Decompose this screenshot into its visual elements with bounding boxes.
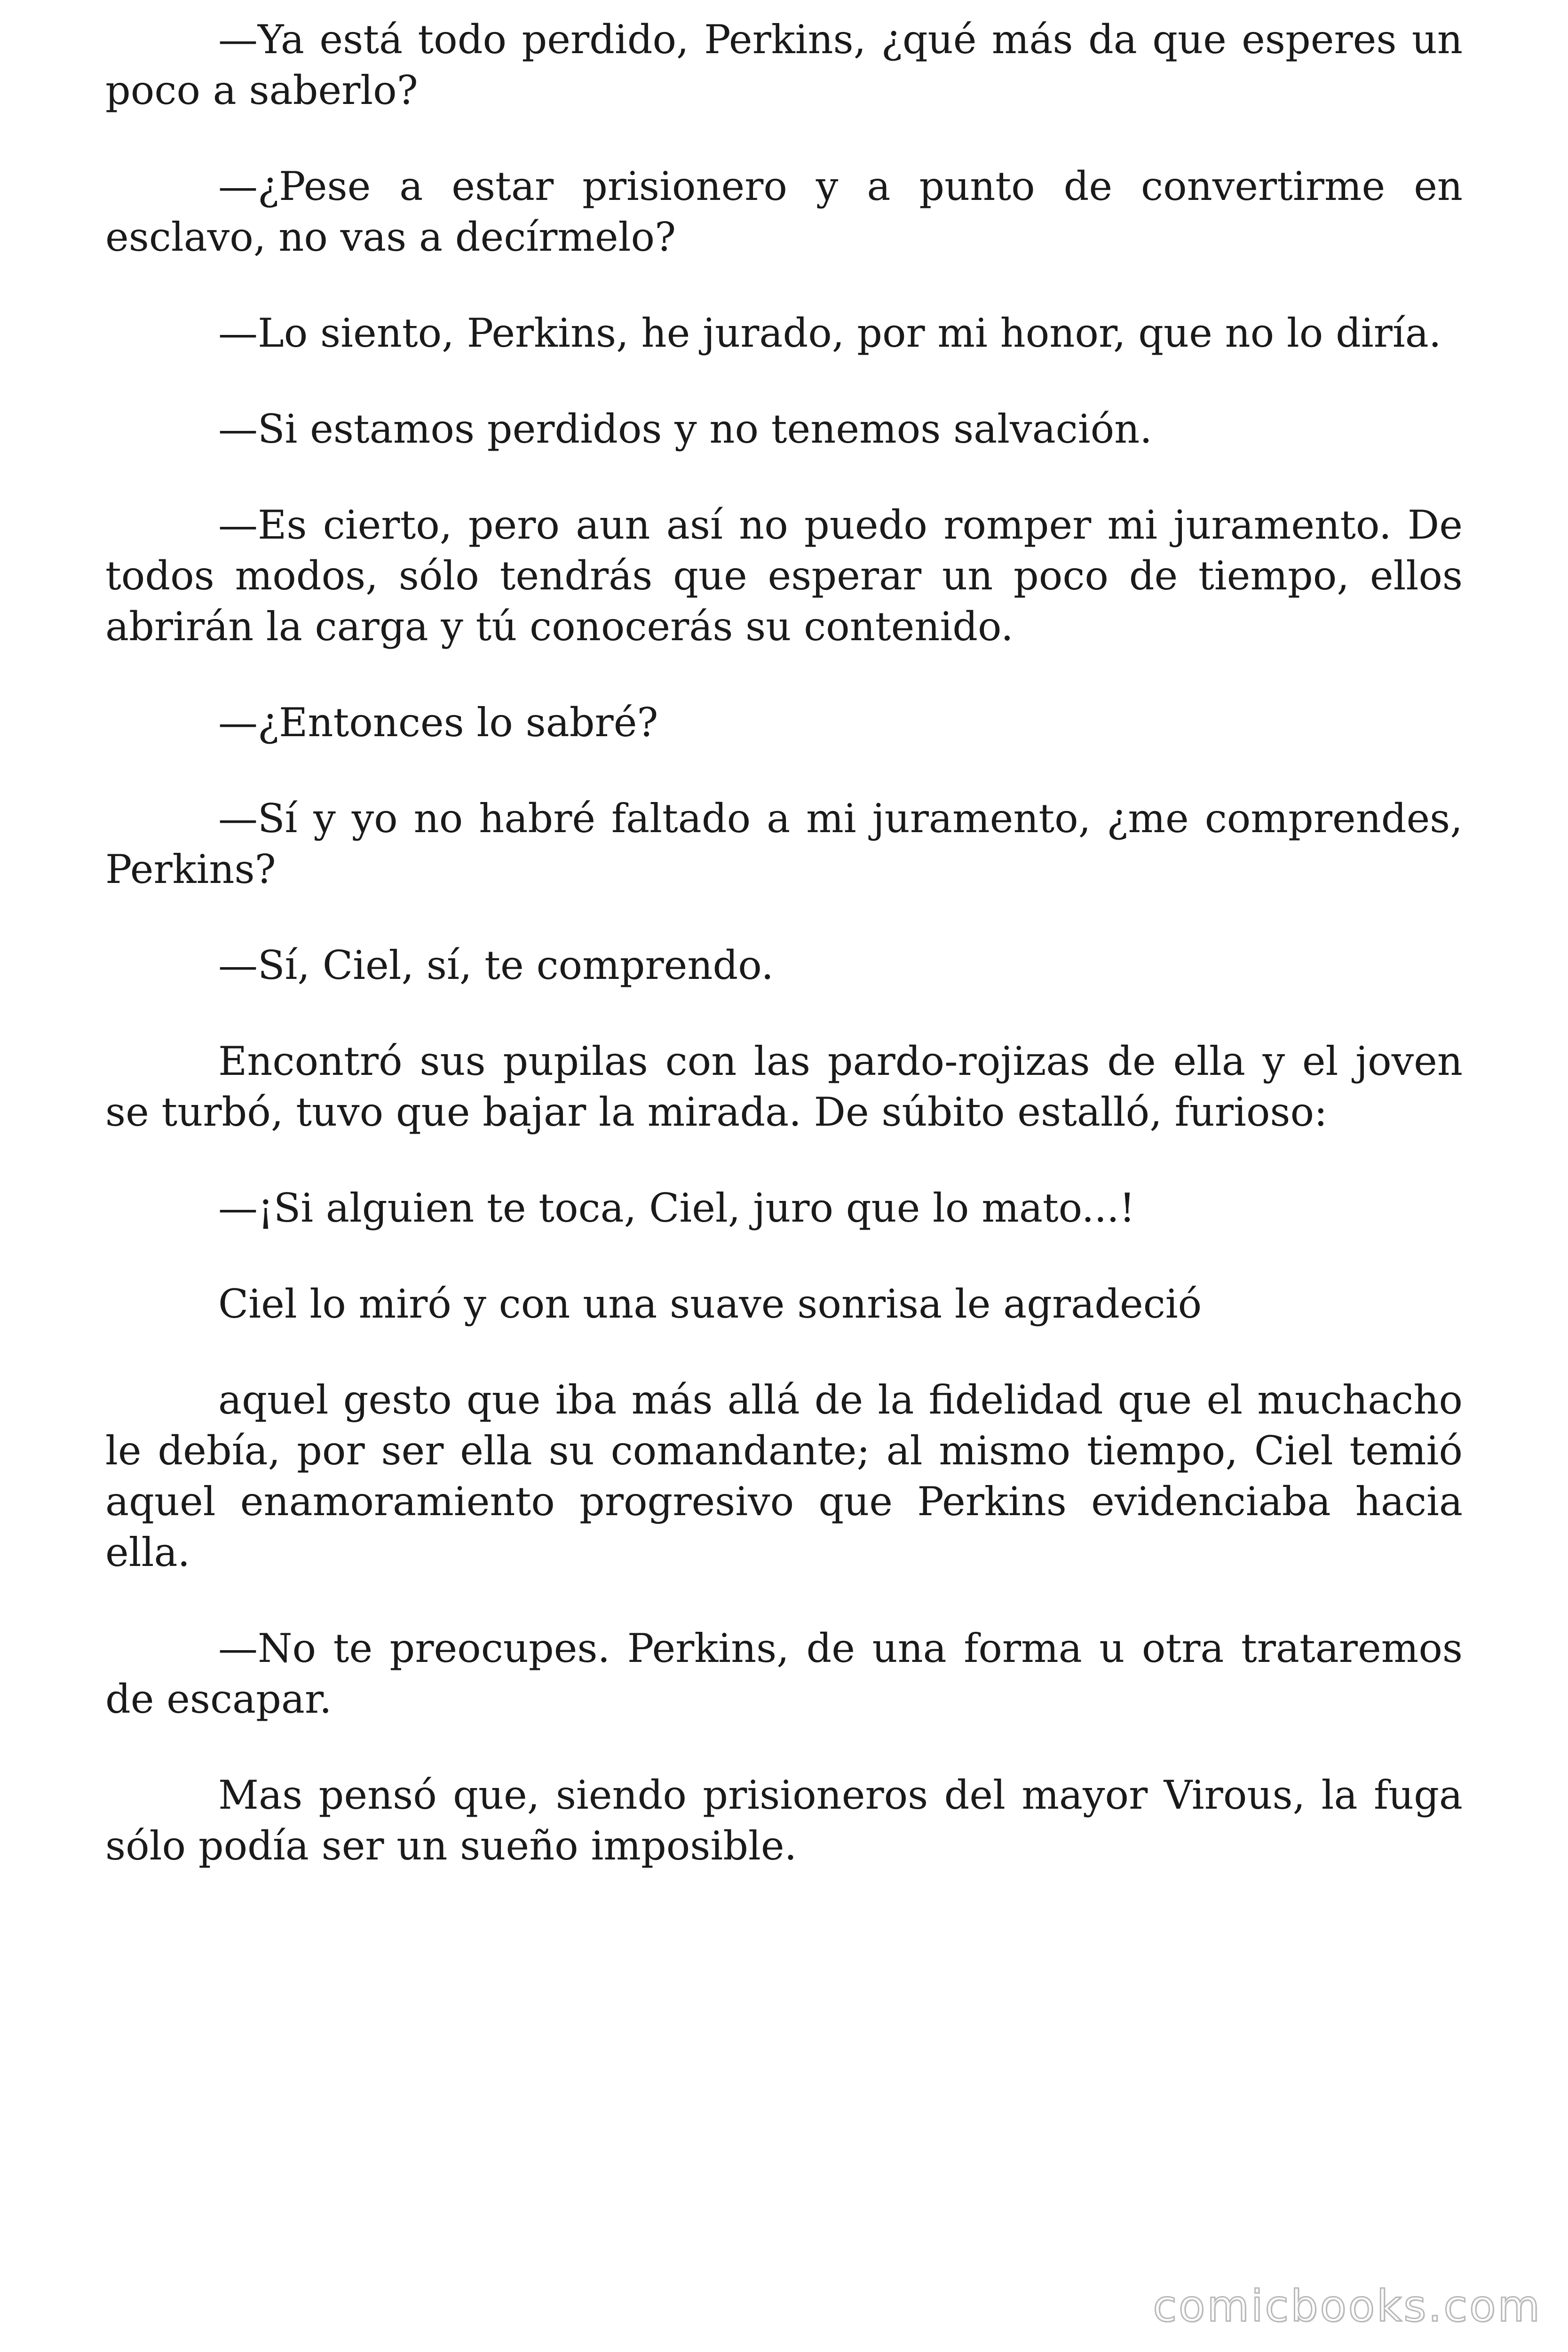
paragraph: —¡Si alguien te toca, Ciel, juro que lo mato...!	[218, 1185, 1135, 1231]
paragraph: —Ya está todo perdido, Perkins, ¿qué más da que esperes un poco a saberlo?	[105, 16, 1463, 113]
paragraph: —Lo siento, Perkins, he jurado, por mi honor, que no lo diría.	[218, 310, 1441, 356]
watermark: comicbooks.com	[1153, 2281, 1542, 2331]
paragraph: —¿Pese a estar prisionero y a punto de convertirme en esclavo, no vas a decírmelo?	[105, 163, 1463, 260]
paragraph: Mas pensó que, siendo prisioneros del mayor Virous, la fuga sólo podía ser un sueño imposible.	[105, 1772, 1463, 1869]
paragraph: —Sí, Ciel, sí, te comprendo.	[218, 942, 774, 988]
paragraph: —¿Entonces lo sabré?	[218, 699, 658, 746]
paragraph: —Es cierto, pero aun así no puedo romper mi juramento. De todos modos, sólo tendrás que esperar un poco de tiempo, ellos abrirán la carga y tú conocerás su contenido.	[105, 502, 1463, 650]
paragraph: aquel gesto que iba más allá de la fidelidad que el muchacho le debía, por ser ella su comandante; al mismo tiempo, Ciel temió aquel enamoramiento progresivo que Perkins evidenciaba hacia ella.	[105, 1377, 1463, 1575]
page-text	[105, 14, 1463, 1916]
paragraph: Encontró sus pupilas con las pardo-rojizas de ella y el joven se turbó, tuvo que bajar la mirada. De súbito estalló, furioso:	[105, 1038, 1463, 1135]
paragraph: —Sí y yo no habré faltado a mi juramento, ¿me comprendes, Perkins?	[105, 795, 1463, 892]
paragraph: —No te preocupes. Perkins, de una forma u otra trataremos de escapar.	[105, 1625, 1463, 1722]
paragraph: Ciel lo miró y con una suave sonrisa le agradeció	[218, 1281, 1202, 1327]
paragraph: —Si estamos perdidos y no tenemos salvación.	[218, 406, 1152, 452]
